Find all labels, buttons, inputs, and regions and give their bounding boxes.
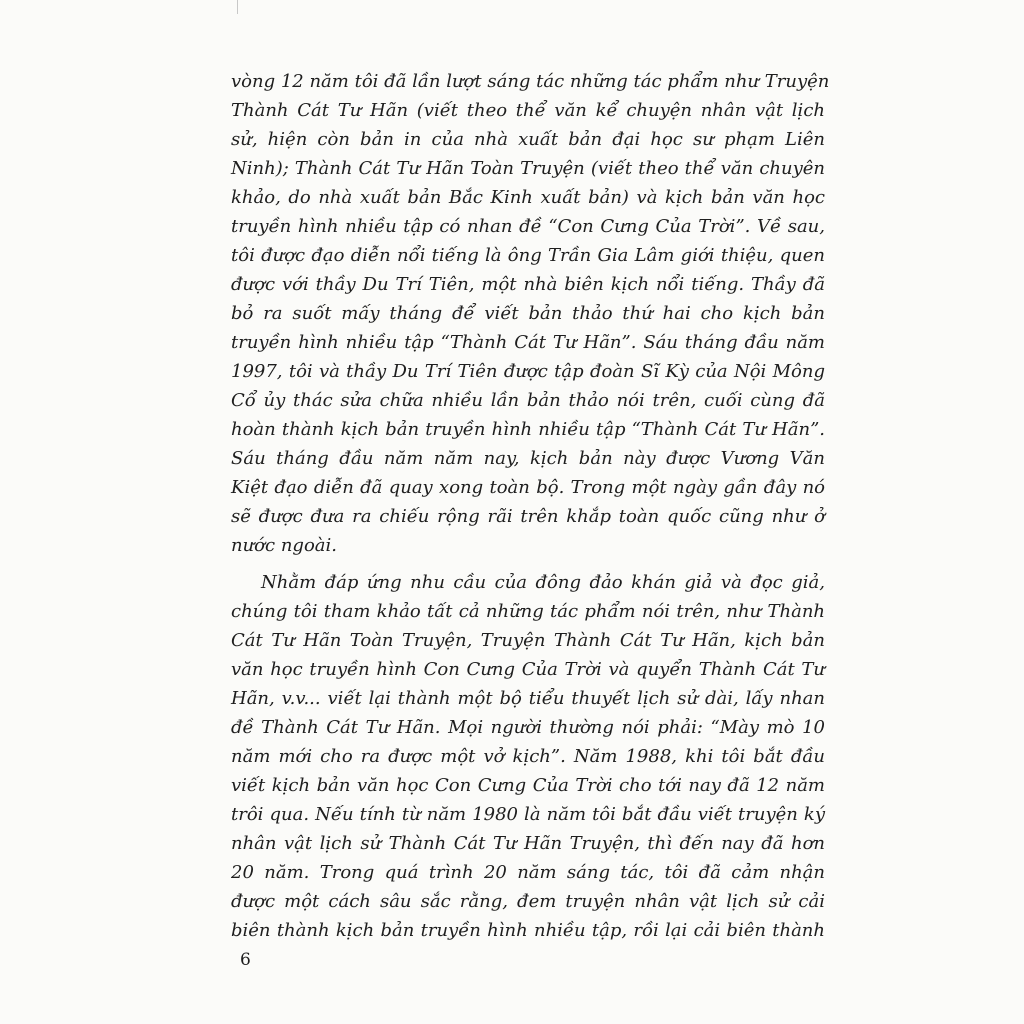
- text-line: trôi qua. Nếu tính từ năm 1980 là năm tôi bắt đầu viết truyện ký: [231, 804, 825, 825]
- text-line: bỏ ra suốt mấy tháng để viết bản thảo thứ hai cho kịch bản: [231, 303, 825, 324]
- text-line: được một cách sâu sắc rằng, đem truyện nhân vật lịch sử cải: [231, 891, 825, 912]
- text-line: khảo, do nhà xuất bản Bắc Kinh xuất bản) và kịch bản văn học: [231, 187, 825, 208]
- scan-edge-mark: [237, 0, 238, 14]
- text-line: Ninh); Thành Cát Tư Hãn Toàn Truyện (viết theo thể văn chuyên: [231, 158, 825, 179]
- text-line: sử, hiện còn bản in của nhà xuất bản đại học sư phạm Liên: [231, 129, 825, 150]
- text-line: nhân vật lịch sử Thành Cát Tư Hãn Truyện, thì đến nay đã hơn: [231, 833, 825, 854]
- paragraph-1: [231, 67, 830, 560]
- text-line: Kiệt đạo diễn đã quay xong toàn bộ. Trong một ngày gần đây nó: [231, 477, 825, 498]
- text-line: Thành Cát Tư Hãn (viết theo thể văn kể chuyện nhân vật lịch: [231, 100, 825, 121]
- text-line: đề Thành Cát Tư Hãn. Mọi người thường nói phải: “Mày mò 10: [231, 717, 825, 738]
- text-line: tôi được đạo diễn nổi tiếng là ông Trần Gia Lâm giới thiệu, quen: [231, 245, 825, 266]
- paragraph-2: [231, 568, 825, 945]
- text-line: chúng tôi tham khảo tất cả những tác phẩm nói trên, như Thành: [231, 601, 825, 622]
- text-line: Hãn, v.v... viết lại thành một bộ tiểu thuyết lịch sử dài, lấy nhan: [231, 688, 825, 709]
- text-line: viết kịch bản văn học Con Cưng Của Trời cho tới nay đã 12 năm: [231, 775, 825, 796]
- text-line: sẽ được đưa ra chiếu rộng rãi trên khắp toàn quốc cũng như ở: [231, 506, 825, 527]
- text-line: hoàn thành kịch bản truyền hình nhiều tập “Thành Cát Tư Hãn”.: [231, 419, 825, 440]
- paragraph-gap: [231, 560, 825, 568]
- text-line: được với thầy Du Trí Tiên, một nhà biên kịch nổi tiếng. Thầy đã: [231, 274, 825, 295]
- text-line: biên thành kịch bản truyền hình nhiều tập, rồi lại cải biên thành: [231, 920, 825, 941]
- text-line: 20 năm. Trong quá trình 20 năm sáng tác, tôi đã cảm nhận: [231, 862, 825, 883]
- text-line: Nhằm đáp ứng nhu cầu của đông đảo khán giả và đọc giả,: [261, 572, 825, 593]
- text-line: Sáu tháng đầu năm năm nay, kịch bản này được Vương Văn: [231, 448, 825, 469]
- text-line: truyền hình nhiều tập có nhan đề “Con Cưng Của Trời”. Về sau,: [231, 216, 825, 237]
- body-text: [231, 67, 830, 945]
- text-line: nước ngoài.: [231, 535, 337, 556]
- text-line: văn học truyền hình Con Cưng Của Trời và quyển Thành Cát Tư: [231, 659, 825, 680]
- text-line: Cát Tư Hãn Toàn Truyện, Truyện Thành Cát Tư Hãn, kịch bản: [231, 630, 825, 651]
- text-line: 1997, tôi và thầy Du Trí Tiên được tập đoàn Sĩ Kỳ của Nội Mông: [231, 361, 825, 382]
- text-line: truyền hình nhiều tập “Thành Cát Tư Hãn”. Sáu tháng đầu năm: [231, 332, 825, 353]
- text-line: vòng 12 năm tôi đã lần lượt sáng tác những tác phẩm như Truyện: [231, 71, 830, 92]
- text-line: năm mới cho ra được một vở kịch”. Năm 1988, khi tôi bắt đầu: [231, 746, 825, 767]
- page-number: 6: [240, 950, 251, 970]
- text-line: Cổ ủy thác sửa chữa nhiều lần bản thảo nói trên, cuối cùng đã: [231, 390, 825, 411]
